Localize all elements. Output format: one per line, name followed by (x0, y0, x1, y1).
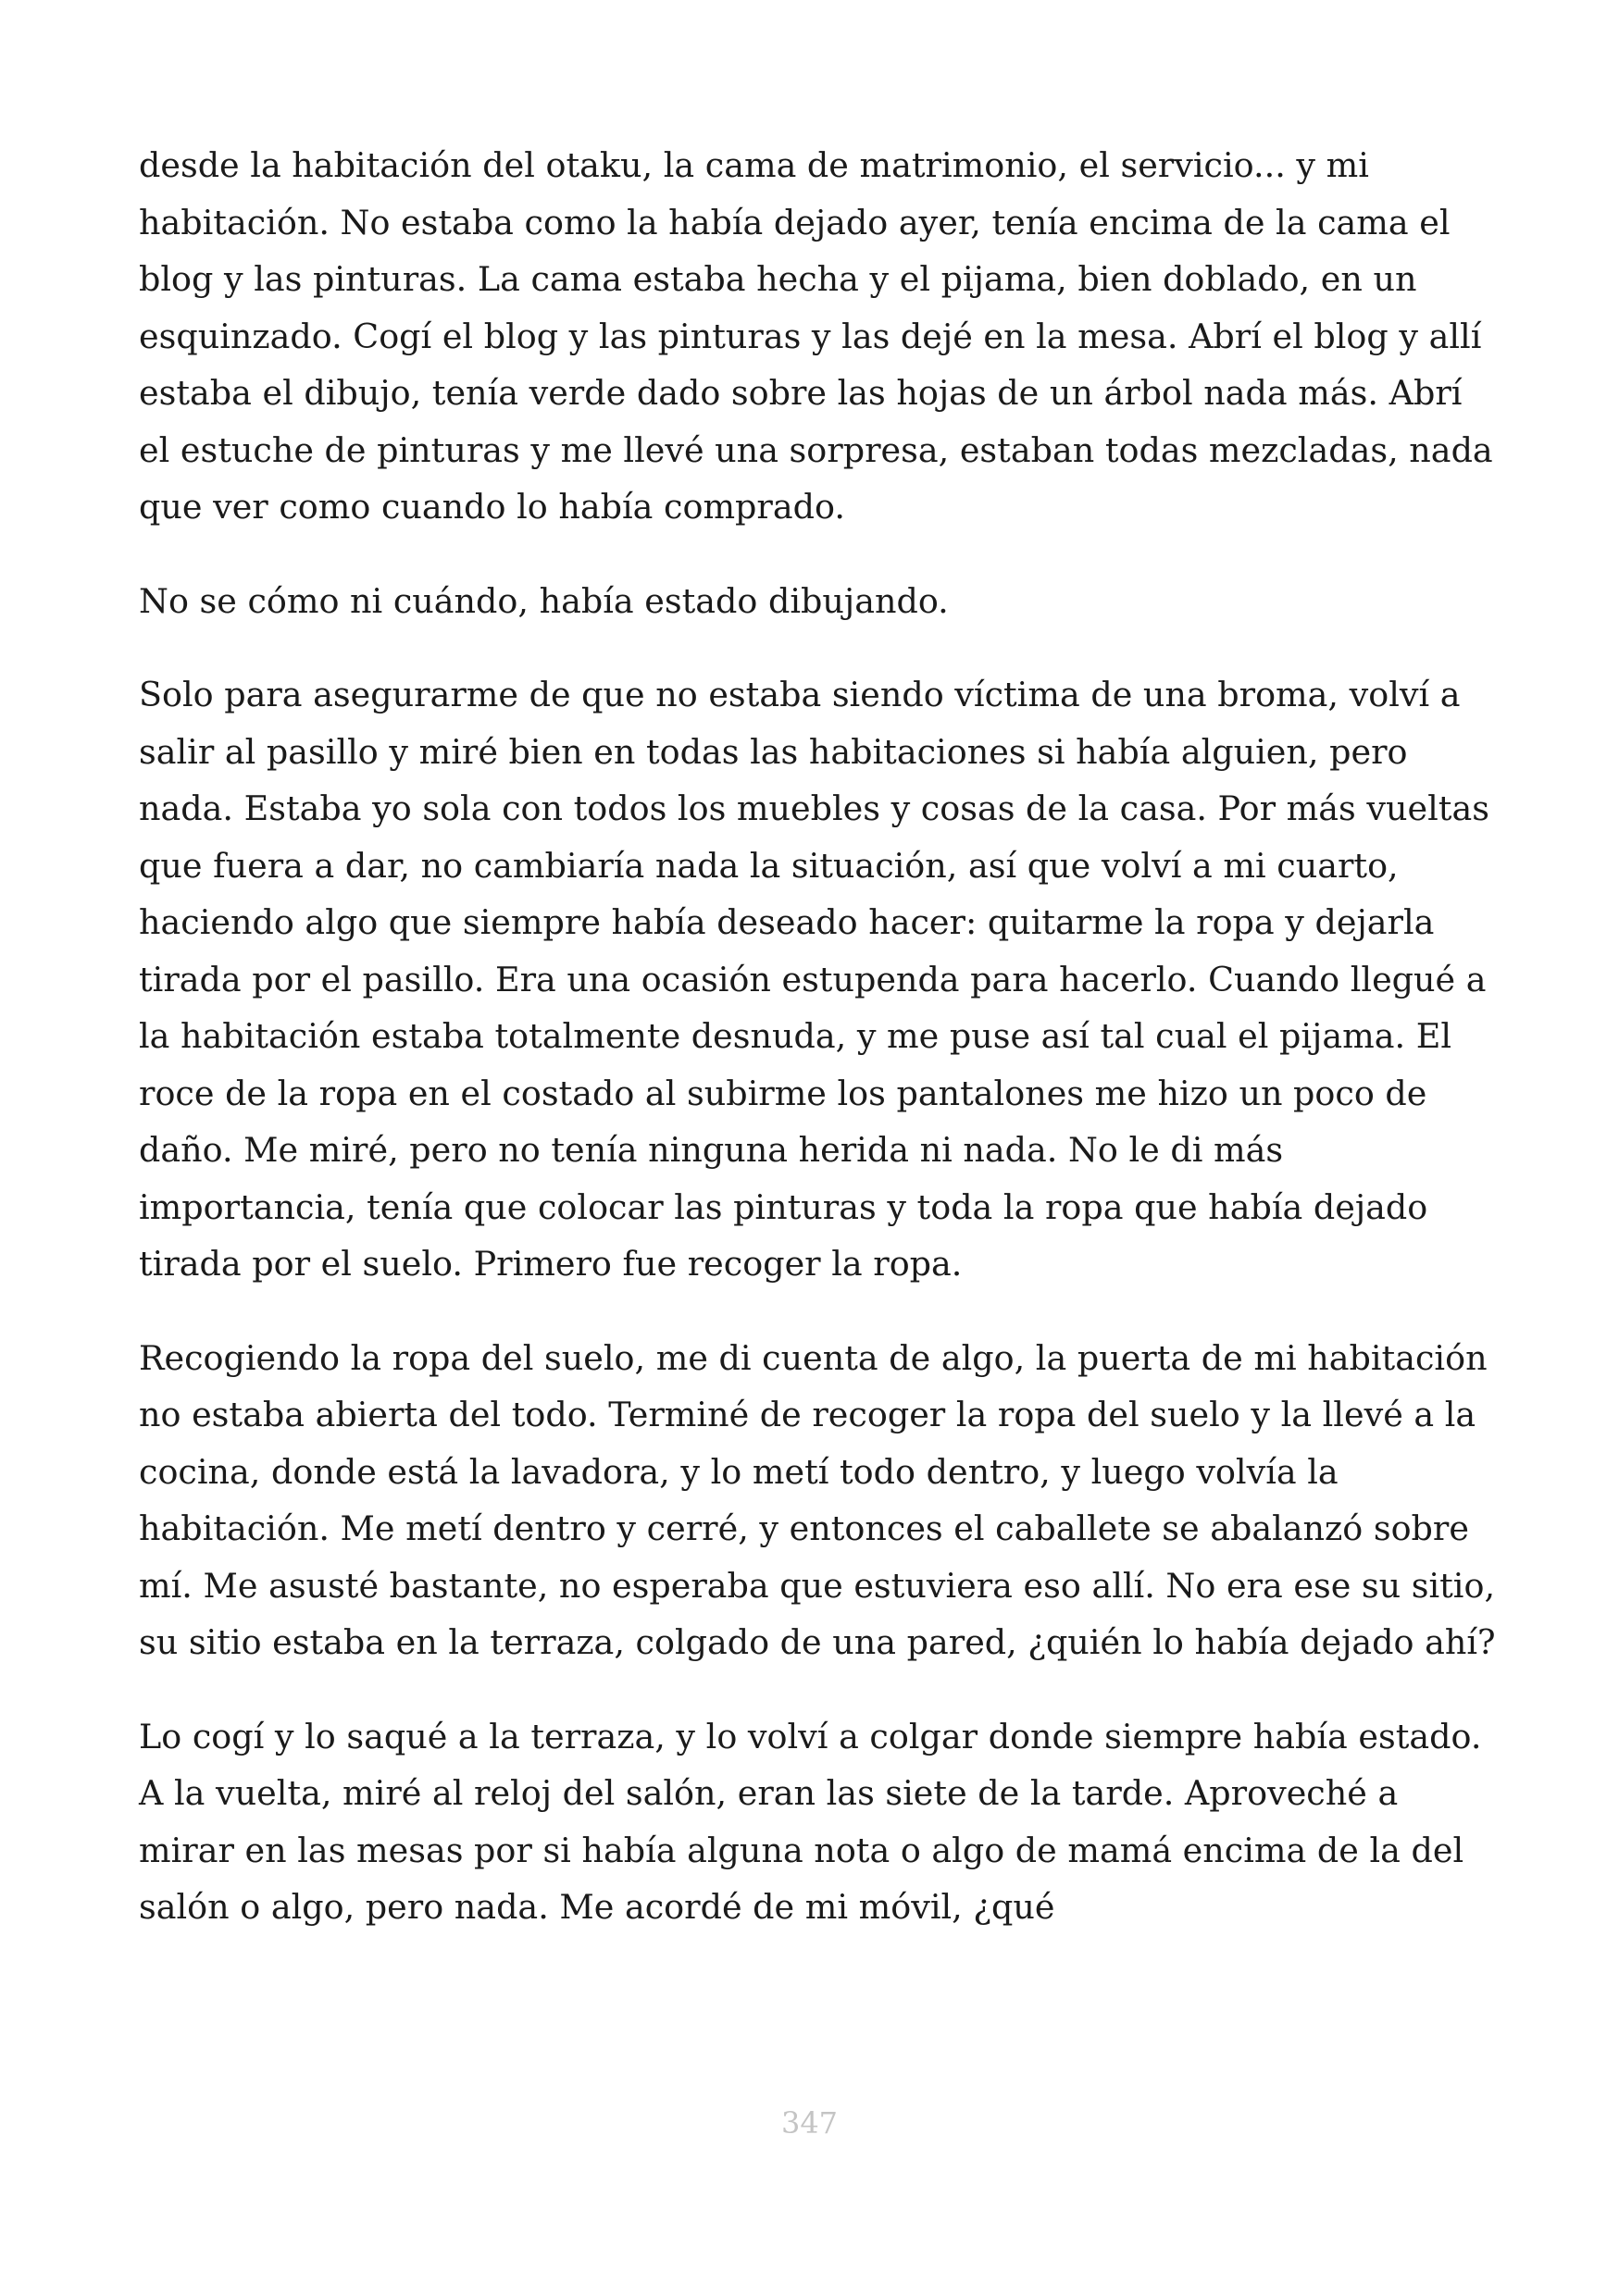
body-text (139, 137, 1500, 1973)
paragraph-4: Recogiendo la ropa del suelo, me di cuenta de algo, la puerta de mi habitación no estaba abierta del todo. Terminé de recoger la ropa del suelo y la llevé a la cocina, donde está la lavadora, y lo metí todo dentro, y luego volvía la habitación. Me metí dentro y cerré, y entonces el caballete se abalanzó sobre mí. Me asusté bastante, no esperaba que estuviera eso allí. No era ese su sitio, su sitio estaba en la terraza, colgado de una pared, ¿quién lo había dejado ahí? (139, 1337, 1496, 1662)
paragraph-2: No se cómo ni cuándo, había estado dibujando. (139, 580, 949, 621)
paragraph-5: Lo cogí y lo saqué a la terraza, y lo volví a colgar donde siempre había estado. A la vuelta, miré al reloj del salón, eran las siete de la tarde. Aproveché a mirar en las mesas por si había alguna nota o algo de mamá encima de la del salón o algo, pero nada. Me acordé de mi móvil, ¿qué (139, 1716, 1482, 1927)
paragraph-1: desde la habitación del otaku, la cama de matrimonio, el servicio... y mi habitación. No estaba como la había dejado ayer, tenía encima de la cama el blog y las pinturas. La cama estaba hecha y el pijama, bien doblado, en un esquinzado. Cogí el blog y las pinturas y las dejé en la mesa. Abrí el blog y allí estaba el dibujo, tenía verde dado sobre las hojas de un árbol nada más. Abrí el estuche de pinturas y me llevé una sorpresa, estaban todas mezcladas, nada que ver como cuando lo había comprado. (139, 145, 1493, 527)
page-number: 347 (780, 2105, 839, 2141)
paragraph-3: Solo para asegurarme de que no estaba siendo víctima de una broma, volví a salir al pasillo y miré bien en todas las habitaciones si había alguien, pero nada. Estaba yo sola con todos los muebles y cosas de la casa. Por más vueltas que fuera a dar, no cambiaría nada la situación, así que volví a mi cuarto, haciendo algo que siempre había deseado hacer: quitarme la ropa y dejarla tirada por el pasillo. Era una ocasión estupenda para hacerlo. Cuando llegué a la habitación estaba totalmente desnuda, y me puse así tal cual el pijama. El roce de la ropa en el costado al subirme los pantalones me hizo un poco de daño. Me miré, pero no tenía ninguna herida ni nada. No le di más importancia, tenía que colocar las pinturas y toda la ropa que había dejado tirada por el suelo. Primero fue recoger la ropa. (139, 675, 1489, 1284)
